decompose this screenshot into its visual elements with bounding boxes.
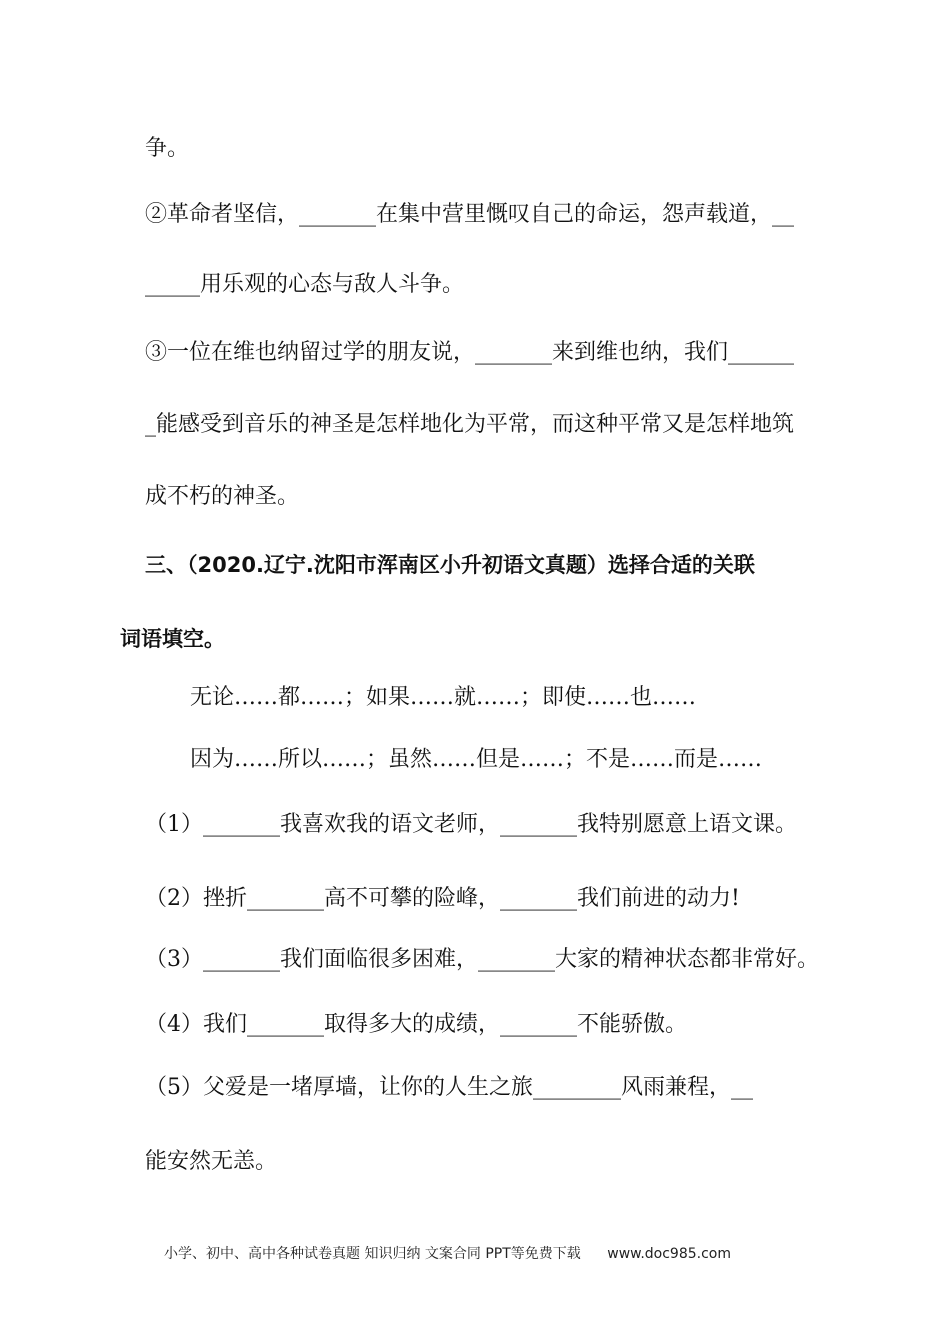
text-line-continuation: 争。: [145, 136, 190, 161]
footer-url[interactable]: www.doc985.com: [607, 1246, 731, 1262]
options-line-2: 因为……所以……；虽然……但是……；不是……而是……: [190, 747, 763, 772]
section-3-heading-line-1: 三、（2020.辽宁.沈阳市浑南区小升初语文真题）选择合适的关联: [145, 553, 755, 577]
item-3-line-1: ③一位在维也纳留过学的朋友说，_______来到维也纳，我们______: [145, 340, 795, 365]
question-3: （3）_______我们面临很多困难，_______大家的精神状态都非常好。: [145, 947, 819, 972]
question-2: （2）挫折_______高不可攀的险峰，_______我们前进的动力!: [145, 886, 740, 911]
item-2-line-1: ②革命者坚信，_______在集中营里慨叹自己的命运，怨声载道，__: [145, 202, 795, 227]
section-3-heading-line-2: 词语填空。: [120, 627, 225, 651]
item-2-line-2: _____用乐观的心态与敌人斗争。: [145, 272, 465, 297]
item-3-line-3: 成不朽的神圣。: [145, 484, 300, 509]
question-5-line-2: 能安然无恙。: [145, 1149, 278, 1174]
page-footer: [164, 1243, 731, 1263]
options-line-1: 无论……都……；如果……就……；即使……也……: [190, 685, 697, 710]
question-4: （4）我们_______取得多大的成绩，_______不能骄傲。: [145, 1012, 687, 1037]
footer-text: 小学、初中、高中各种试卷真题 知识归纳 文案合同 PPT等免费下载: [164, 1246, 581, 1262]
question-5-line-1: （5）父爱是一堵厚墙，让你的人生之旅________风雨兼程，__: [145, 1075, 753, 1100]
question-1: （1）_______我喜欢我的语文老师，_______我特别愿意上语文课。: [145, 812, 797, 837]
item-3-line-2: _能感受到音乐的神圣是怎样地化为平常，而这种平常又是怎样地筑: [145, 412, 795, 437]
